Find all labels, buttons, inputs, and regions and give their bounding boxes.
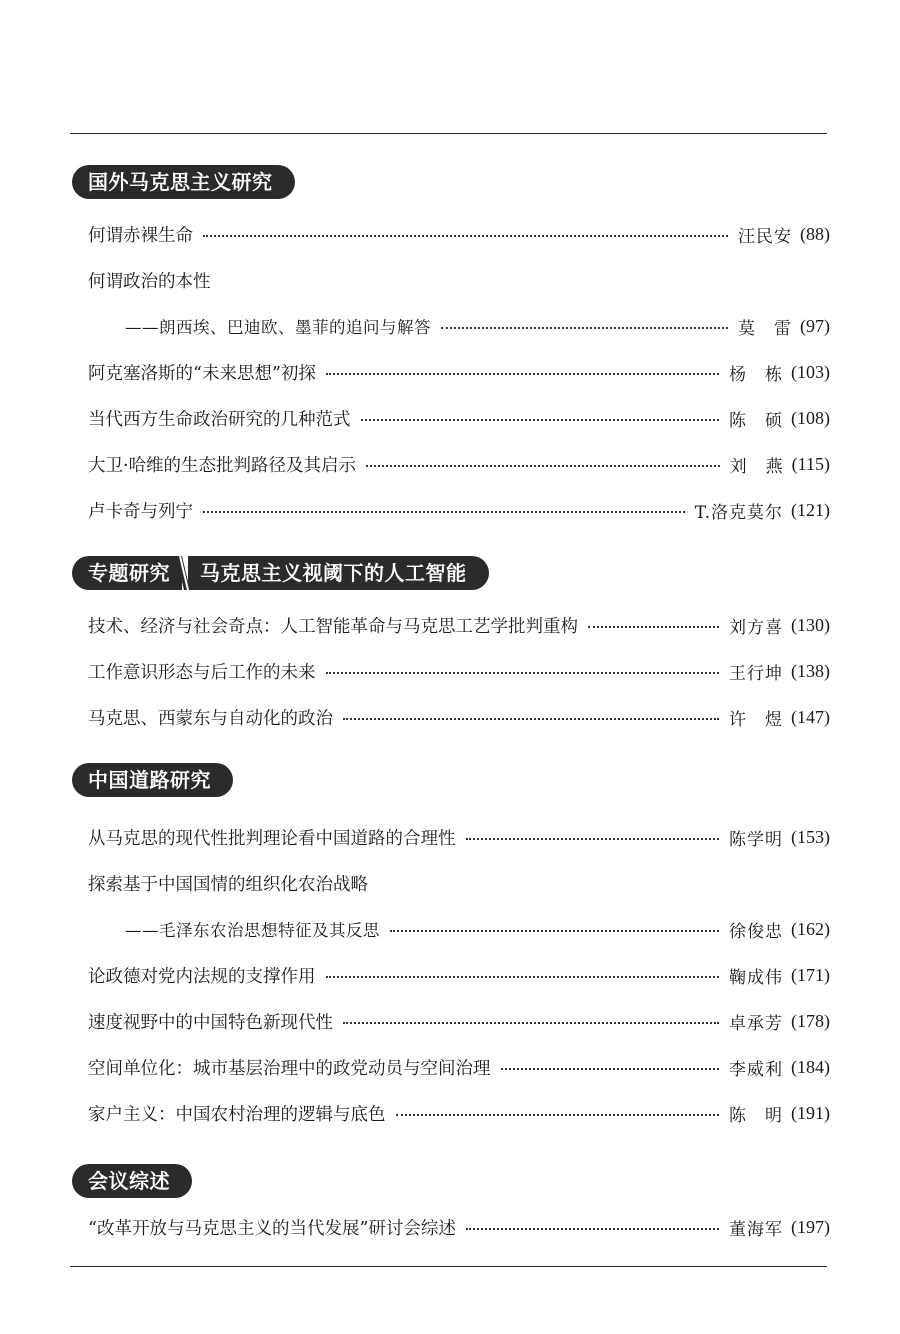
toc-entry[interactable]	[88, 265, 830, 295]
entry-page: (108)	[791, 407, 830, 428]
entry-title: 大卫·哈维的生态批判路径及其启示	[88, 455, 357, 476]
entry-page: (121)	[791, 499, 830, 520]
entry-page: (178)	[791, 1010, 830, 1031]
toc-entry[interactable]	[88, 357, 830, 387]
section-header-foreign-marxism	[72, 165, 295, 199]
entry-title: 技术、经济与社会奇点：人工智能革命与马克思工艺学批判重构	[88, 616, 578, 637]
entry-title: ——朗西埃、巴迪欧、墨菲的追问与解答	[125, 318, 431, 337]
entry-title: 何谓政治的本性	[88, 271, 211, 292]
toc-entry[interactable]	[88, 495, 830, 525]
entry-title: 探索基于中国国情的组织化农治战略	[88, 874, 368, 895]
entry-title: 何谓赤裸生命	[88, 225, 193, 246]
leader-dots	[203, 235, 728, 237]
toc-entry-subtitle[interactable]	[125, 914, 830, 944]
entry-author: 许 煜	[729, 709, 783, 730]
leader-dots	[366, 465, 720, 467]
slash-divider-icon	[176, 556, 190, 590]
entry-author: 李威利	[729, 1059, 783, 1080]
section-header-conference-review	[72, 1164, 192, 1198]
leader-dots	[466, 838, 720, 840]
entry-author: 莫 雷	[738, 318, 792, 339]
entry-page: (88)	[800, 223, 830, 244]
entry-page: (138)	[791, 660, 830, 681]
toc-entry[interactable]	[88, 1212, 830, 1242]
toc-entry[interactable]	[88, 1098, 830, 1128]
entry-author: 刘 燕	[729, 456, 784, 477]
entry-title: 阿克塞洛斯的“未来思想”初探	[88, 363, 316, 384]
entry-page: (191)	[791, 1102, 830, 1123]
leader-dots	[501, 1068, 720, 1070]
entry-title: 工作意识形态与后工作的未来	[88, 662, 316, 683]
entry-author: 杨 栋	[729, 364, 783, 385]
section-header-label: 会议综述	[72, 1164, 192, 1198]
leader-dots	[466, 1228, 719, 1230]
leader-dots	[441, 327, 728, 329]
section-header-label: 专题研究	[72, 556, 182, 590]
toc-entry-subtitle[interactable]	[125, 311, 830, 341]
toc-entry[interactable]	[88, 656, 830, 686]
section-header-sublabel: 马克思主义视阈下的人工智能	[188, 556, 489, 590]
toc-entry[interactable]	[88, 960, 830, 990]
entry-author: 陈学明	[729, 829, 783, 850]
toc-entry[interactable]	[88, 1052, 830, 1082]
entry-title: “改革开放与马克思主义的当代发展”研讨会综述	[88, 1218, 456, 1239]
entry-page: (184)	[791, 1056, 830, 1077]
entry-title: ——毛泽东农治思想特征及其反思	[125, 921, 380, 940]
leader-dots	[390, 930, 719, 932]
leader-dots	[396, 1114, 720, 1116]
entry-title: 家户主义：中国农村治理的逻辑与底色	[88, 1104, 386, 1125]
entry-page: (115)	[791, 453, 830, 474]
entry-title: 从马克思的现代性批判理论看中国道路的合理性	[88, 828, 456, 849]
toc-entry[interactable]	[88, 702, 830, 732]
toc-entry[interactable]	[88, 1006, 830, 1036]
entry-author: 刘方喜	[729, 617, 783, 638]
entry-title: 马克思、西蒙东与自动化的政治	[88, 708, 333, 729]
entry-author: T.洛克莫尔	[694, 502, 783, 523]
entry-page: (197)	[791, 1216, 830, 1237]
section-header-label: 国外马克思主义研究	[72, 165, 295, 199]
bottom-rule	[70, 1266, 827, 1267]
entry-author: 董海军	[729, 1219, 783, 1240]
leader-dots	[343, 718, 719, 720]
leader-dots	[326, 976, 720, 978]
entry-title: 空间单位化：城市基层治理中的政党动员与空间治理	[88, 1058, 491, 1079]
leader-dots	[203, 511, 685, 513]
leader-dots	[588, 626, 719, 628]
entry-author: 卓承芳	[729, 1013, 783, 1034]
section-header-label: 中国道路研究	[72, 763, 233, 797]
entry-author: 陈 明	[729, 1105, 783, 1126]
entry-page: (153)	[791, 826, 830, 847]
entry-author: 鞠成伟	[729, 967, 783, 988]
entry-page: (147)	[791, 706, 830, 727]
leader-dots	[343, 1022, 719, 1024]
toc-entry[interactable]	[88, 610, 830, 640]
entry-title: 论政德对党内法规的支撑作用	[88, 966, 316, 987]
toc-entry[interactable]	[88, 449, 830, 479]
entry-page: (162)	[791, 918, 830, 939]
entry-author: 王行坤	[729, 663, 783, 684]
entry-title: 速度视野中的中国特色新现代性	[88, 1012, 333, 1033]
entry-title: 当代西方生命政治研究的几种范式	[88, 409, 351, 430]
entry-title: 卢卡奇与列宁	[88, 501, 193, 522]
entry-author: 徐俊忠	[729, 921, 783, 942]
top-rule	[70, 133, 827, 134]
entry-author: 汪民安	[738, 226, 792, 247]
toc-entry[interactable]	[88, 403, 830, 433]
toc-entry[interactable]	[88, 822, 830, 852]
entry-author: 陈 硕	[729, 410, 783, 431]
leader-dots	[326, 373, 719, 375]
section-header-china-road	[72, 763, 233, 797]
entry-page: (97)	[800, 315, 830, 336]
toc-entry[interactable]	[88, 219, 830, 249]
entry-page: (103)	[791, 361, 830, 382]
entry-page: (130)	[791, 614, 830, 635]
toc-entry[interactable]	[88, 868, 830, 898]
entry-page: (171)	[791, 964, 830, 985]
leader-dots	[326, 672, 720, 674]
section-header-special-topic	[72, 556, 489, 590]
leader-dots	[361, 419, 720, 421]
